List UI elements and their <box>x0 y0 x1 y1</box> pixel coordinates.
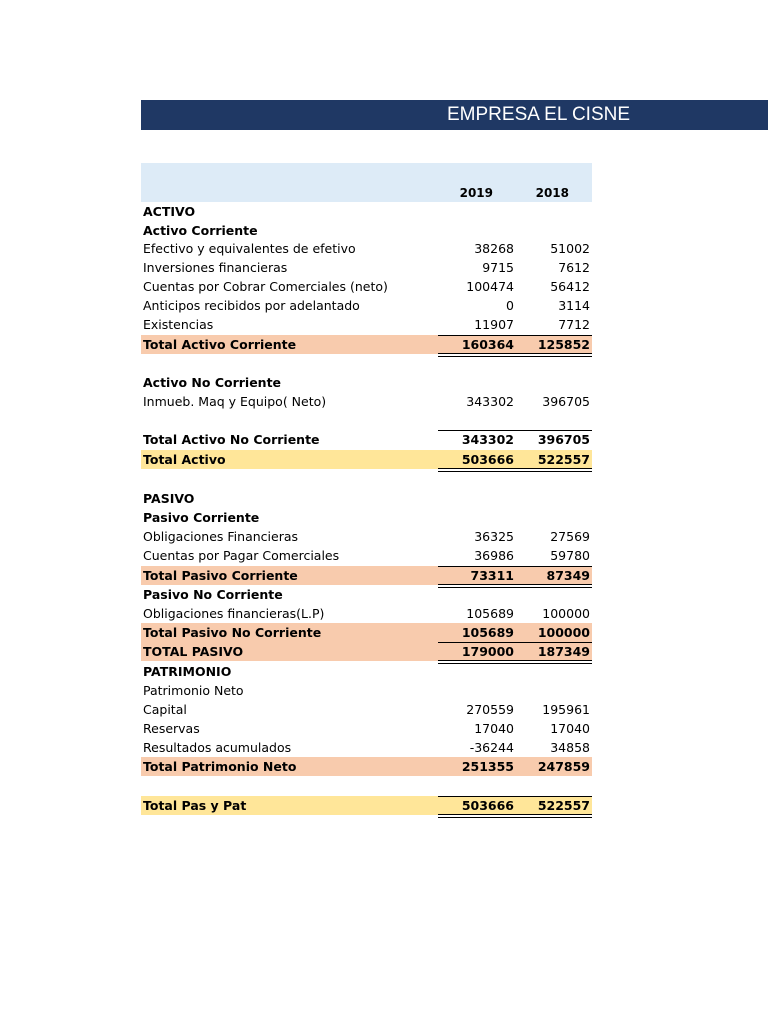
row-label: Inmueb. Maq y Equipo( Neto) <box>143 394 327 409</box>
table-row <box>141 604 592 623</box>
row-label: Existencias <box>143 317 214 332</box>
row-label: PATRIMONIO <box>143 664 232 679</box>
total-double-underline <box>438 468 592 472</box>
table-row <box>141 738 592 757</box>
year-2018-header: 2018 <box>535 186 569 200</box>
value-2019: 0 <box>506 298 514 313</box>
row-label: Pasivo No Corriente <box>143 587 283 602</box>
value-2019: 105689 <box>461 625 514 640</box>
value-2018: 247859 <box>537 759 590 774</box>
subtotal-line <box>438 566 592 567</box>
row-label: Reservas <box>143 721 200 736</box>
value-2018: 27569 <box>550 529 590 544</box>
value-2018: 3114 <box>558 298 590 313</box>
table-row <box>141 662 592 681</box>
value-2018: 56412 <box>550 279 590 294</box>
value-2018 <box>500 508 590 527</box>
table-row <box>141 392 592 411</box>
value-2019: -36244 <box>469 740 514 755</box>
value-2019: 179000 <box>461 644 514 659</box>
table-row <box>141 221 592 240</box>
value-2018: 7712 <box>558 317 590 332</box>
value-2019: 11907 <box>474 317 514 332</box>
row-label: Obligaciones financieras(L.P) <box>143 606 325 621</box>
value-2018: 87349 <box>546 568 590 583</box>
value-2018: 396705 <box>537 432 590 447</box>
value-2019: 160364 <box>461 337 514 352</box>
value-2019: 100474 <box>466 279 514 294</box>
value-2018: 51002 <box>550 241 590 256</box>
table-row <box>141 566 592 585</box>
row-label: Total Patrimonio Neto <box>143 759 297 774</box>
row-label: ACTIVO <box>143 204 196 219</box>
value-2018 <box>500 662 590 681</box>
value-2019: 36986 <box>474 548 514 563</box>
row-label: Total Pasivo No Corriente <box>143 625 322 640</box>
value-2018 <box>500 221 590 240</box>
value-2019: 251355 <box>461 759 514 774</box>
value-2018: 100000 <box>542 606 590 621</box>
value-2019: 73311 <box>470 568 514 583</box>
row-label: Activo No Corriente <box>143 375 282 390</box>
row-label: Patrimonio Neto <box>143 683 244 698</box>
value-2019: 36325 <box>474 529 514 544</box>
row-label: Efectivo y equivalentes de efetivo <box>143 241 356 256</box>
value-2019: 503666 <box>461 798 514 813</box>
row-label: Anticipos recibidos por adelantado <box>143 298 360 313</box>
value-2018 <box>500 585 590 604</box>
value-2018: 17040 <box>550 721 590 736</box>
value-2019: 343302 <box>466 394 514 409</box>
value-2019: 343302 <box>461 432 514 447</box>
value-2018: 522557 <box>537 798 590 813</box>
row-label: Resultados acumulados <box>143 740 292 755</box>
value-2018: 34858 <box>550 740 590 755</box>
row-label: TOTAL PASIVO <box>143 644 244 659</box>
year-2019-header: 2019 <box>459 186 493 200</box>
page-title: EMPRESA EL CISNE <box>447 104 631 125</box>
table-row <box>141 585 592 604</box>
table-row <box>141 642 592 661</box>
table-row <box>141 258 592 277</box>
table-row <box>141 719 592 738</box>
table-row <box>141 757 592 776</box>
table-row <box>141 450 592 469</box>
subtotal-line <box>438 335 592 336</box>
table-row <box>141 296 592 315</box>
value-2018: 59780 <box>550 548 590 563</box>
subtotal-line <box>438 642 592 643</box>
row-label: Total Activo Corriente <box>143 337 297 352</box>
value-2018: 187349 <box>537 644 590 659</box>
table-row <box>141 202 592 221</box>
row-label: Total Activo <box>143 452 226 467</box>
value-2019: 270559 <box>466 702 514 717</box>
table-row <box>141 527 592 546</box>
row-label: PASIVO <box>143 491 195 506</box>
table-row <box>141 335 592 354</box>
row-label: Inversiones financieras <box>143 260 288 275</box>
value-2018 <box>500 681 590 700</box>
total-double-underline <box>438 353 592 357</box>
value-2018: 100000 <box>537 625 590 640</box>
row-label: Capital <box>143 702 187 717</box>
value-2018 <box>500 373 590 392</box>
table-row <box>141 315 592 334</box>
table-row <box>141 508 592 527</box>
table-row <box>141 430 592 449</box>
value-2018: 195961 <box>542 702 590 717</box>
value-2019: 9715 <box>482 260 514 275</box>
table-row <box>141 277 592 296</box>
value-2018: 522557 <box>537 452 590 467</box>
row-label: Activo Corriente <box>143 223 258 238</box>
value-2019: 17040 <box>474 721 514 736</box>
total-double-underline <box>438 814 592 818</box>
row-label: Total Pasivo Corriente <box>143 568 298 583</box>
table-row <box>141 623 592 642</box>
row-label: Obligaciones Financieras <box>143 529 299 544</box>
row-label: Cuentas por Pagar Comerciales <box>143 548 340 563</box>
table-row <box>141 489 592 508</box>
row-label: Total Activo No Corriente <box>143 432 320 447</box>
value-2018: 125852 <box>537 337 590 352</box>
table-row <box>141 239 592 258</box>
subtotal-line <box>438 430 592 431</box>
subtotal-line <box>438 796 592 797</box>
value-2018: 396705 <box>542 394 590 409</box>
value-2018 <box>500 489 590 508</box>
value-2019: 503666 <box>461 452 514 467</box>
value-2019: 38268 <box>474 241 514 256</box>
value-2018: 7612 <box>558 260 590 275</box>
row-label: Cuentas por Cobrar Comerciales (neto) <box>143 279 388 294</box>
table-row <box>141 373 592 392</box>
table-row <box>141 796 592 815</box>
value-2019: 105689 <box>466 606 514 621</box>
row-label: Total Pas y Pat <box>143 798 247 813</box>
table-row <box>141 681 592 700</box>
table-row <box>141 546 592 565</box>
table-row <box>141 700 592 719</box>
value-2018 <box>500 202 590 221</box>
row-label: Pasivo Corriente <box>143 510 260 525</box>
